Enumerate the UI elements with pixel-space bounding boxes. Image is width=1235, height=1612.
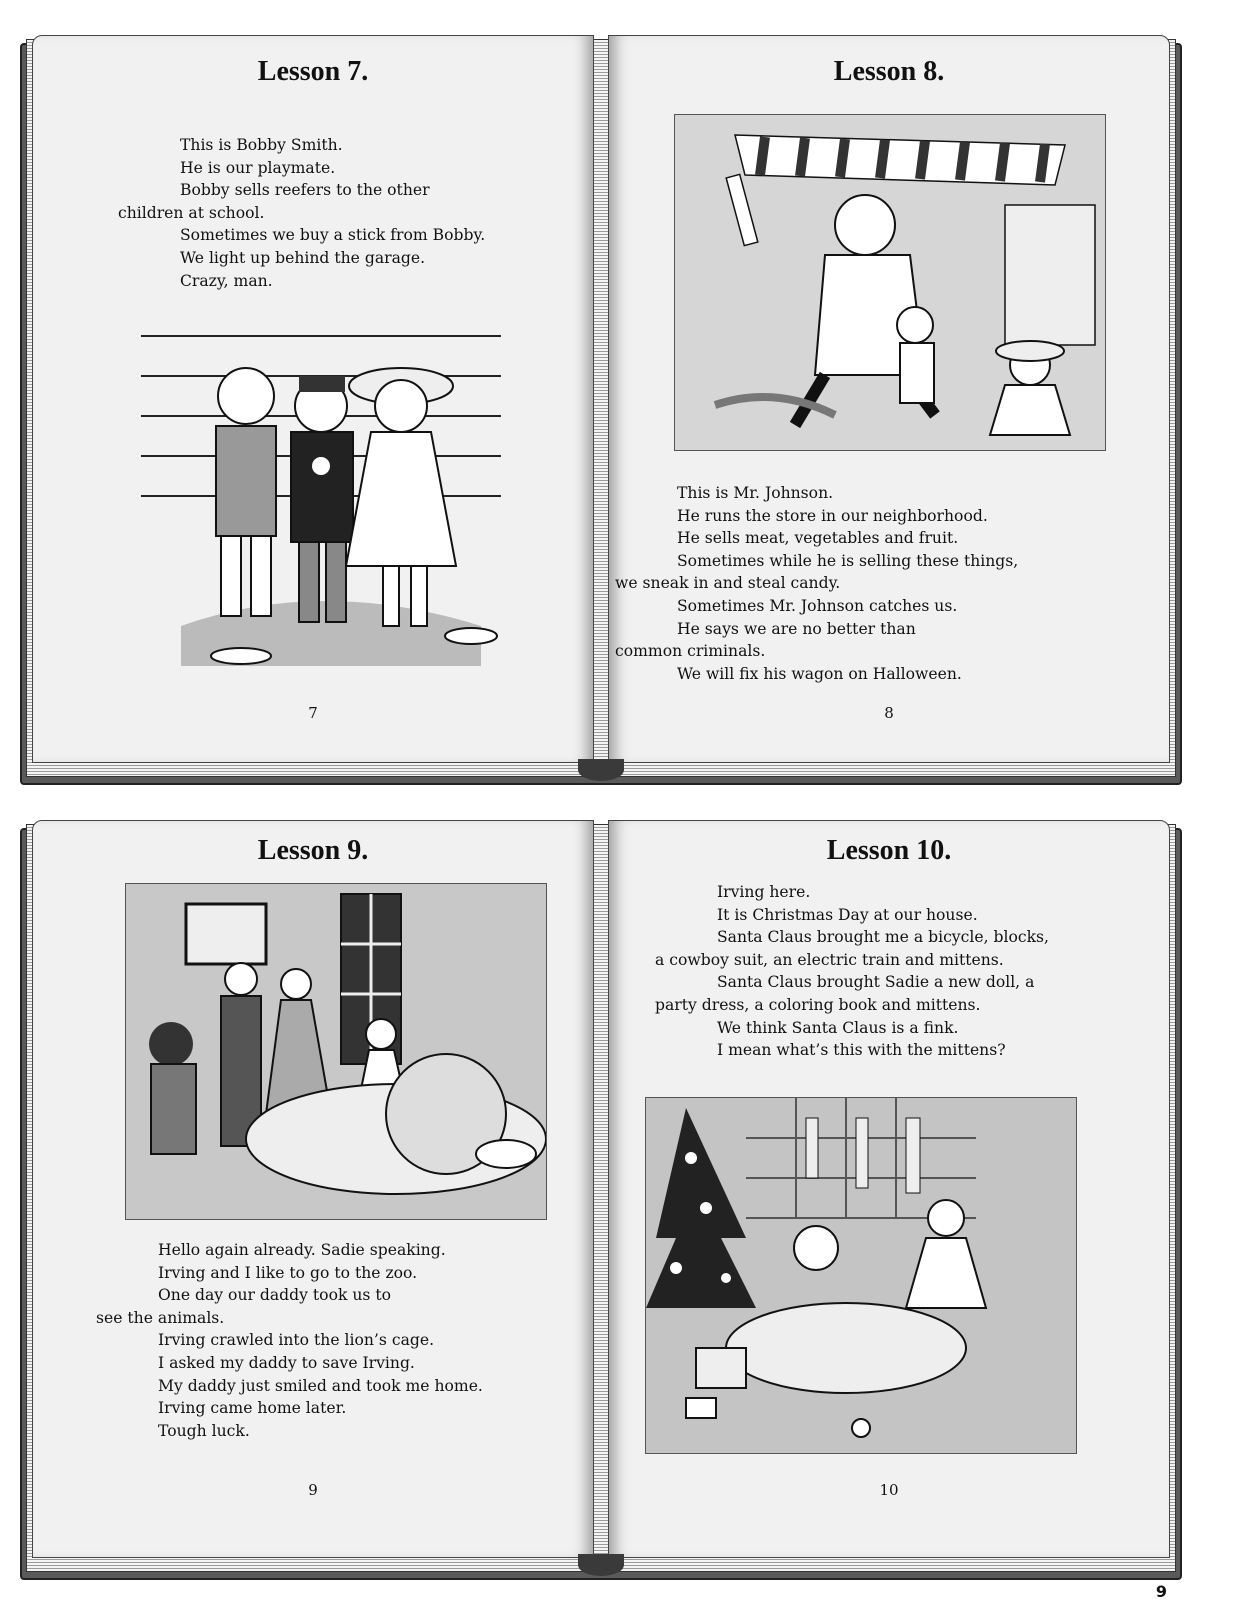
text-line: common criminals. [615, 642, 766, 661]
text-line: Bobby sells reefers to the other [180, 181, 430, 200]
text-line: Santa Claus brought Sadie a new doll, a [717, 973, 1035, 992]
text-line: Irving and I like to go to the zoo. [158, 1263, 418, 1282]
illustration-drawing [675, 115, 1105, 450]
text-line: He is our playmate. [180, 158, 336, 177]
page-number: 7 [308, 704, 318, 722]
text-line: I asked my daddy to save Irving. [158, 1353, 415, 1372]
text-line: We think Santa Claus is a fink. [717, 1018, 959, 1037]
magazine-page-number: 9 [1155, 1582, 1167, 1601]
text-line: We will fix his wagon on Halloween. [677, 664, 962, 683]
illustration-drawing [126, 884, 546, 1219]
book-page-lesson-7 [32, 35, 594, 763]
page-number: 10 [879, 1481, 899, 1499]
book-spine [578, 759, 624, 781]
text-line: Tough luck. [158, 1421, 250, 1440]
lesson-text [655, 881, 1049, 1062]
lesson-title: Lesson 7. [257, 56, 369, 87]
book-spread-top [20, 35, 1182, 785]
illustration-drawing [646, 1098, 1076, 1453]
text-line: This is Bobby Smith. [180, 136, 343, 154]
text-line: He runs the store in our neighborhood. [677, 506, 988, 525]
illustration-grocery-store [674, 114, 1106, 451]
text-line: Santa Claus brought me a bicycle, blocks, [717, 928, 1049, 947]
text-line: Irving here. [717, 883, 811, 901]
text-line: My daddy just smiled and took me home. [158, 1376, 483, 1395]
text-line: Irving came home later. [158, 1399, 347, 1418]
text-line: party dress, a coloring book and mittens. [655, 995, 981, 1014]
text-line: children at school. [118, 203, 265, 222]
illustration-christmas-morning [645, 1097, 1077, 1454]
page-number: 9 [308, 1481, 318, 1499]
lesson-text [118, 134, 485, 292]
text-line: Sometimes we buy a stick from Bobby. [180, 226, 486, 245]
text-line: a cowboy suit, an electric train and mittens. [655, 950, 1004, 969]
book-spine [578, 1554, 624, 1576]
illustration-drawing [121, 326, 521, 686]
illustration-three-children [121, 326, 521, 686]
text-line: Sometimes Mr. Johnson catches us. [677, 596, 958, 615]
text-line: He says we are no better than [677, 619, 916, 638]
text-line: This is Mr. Johnson. [677, 484, 834, 502]
book-spread-bottom [20, 820, 1182, 1580]
text-line: It is Christmas Day at our house. [717, 905, 978, 924]
lesson-text [615, 482, 1018, 685]
lesson-title: Lesson 9. [257, 835, 369, 866]
text-line: One day our daddy took us to [158, 1286, 392, 1305]
text-line: We light up behind the garage. [180, 248, 426, 267]
text-line: I mean what’s this with the mittens? [717, 1041, 1006, 1060]
lesson-title: Lesson 8. [833, 56, 945, 87]
text-line: Sometimes while he is selling these things, [677, 551, 1019, 570]
page-number: 8 [884, 704, 894, 722]
book-page-lesson-9 [32, 820, 594, 1558]
text-line: Irving crawled into the lion’s cage. [158, 1331, 435, 1350]
lesson-text [96, 1239, 483, 1442]
lesson-title: Lesson 10. [826, 835, 952, 866]
illustration-zoo-lion [125, 883, 547, 1220]
text-line: Crazy, man. [180, 271, 273, 290]
text-line: see the animals. [96, 1308, 225, 1327]
book-page-lesson-10 [608, 820, 1170, 1558]
text-line: Hello again already. Sadie speaking. [158, 1241, 446, 1259]
text-line: we sneak in and steal candy. [615, 574, 841, 593]
book-page-lesson-8 [608, 35, 1170, 763]
text-line: He sells meat, vegetables and fruit. [677, 529, 959, 548]
